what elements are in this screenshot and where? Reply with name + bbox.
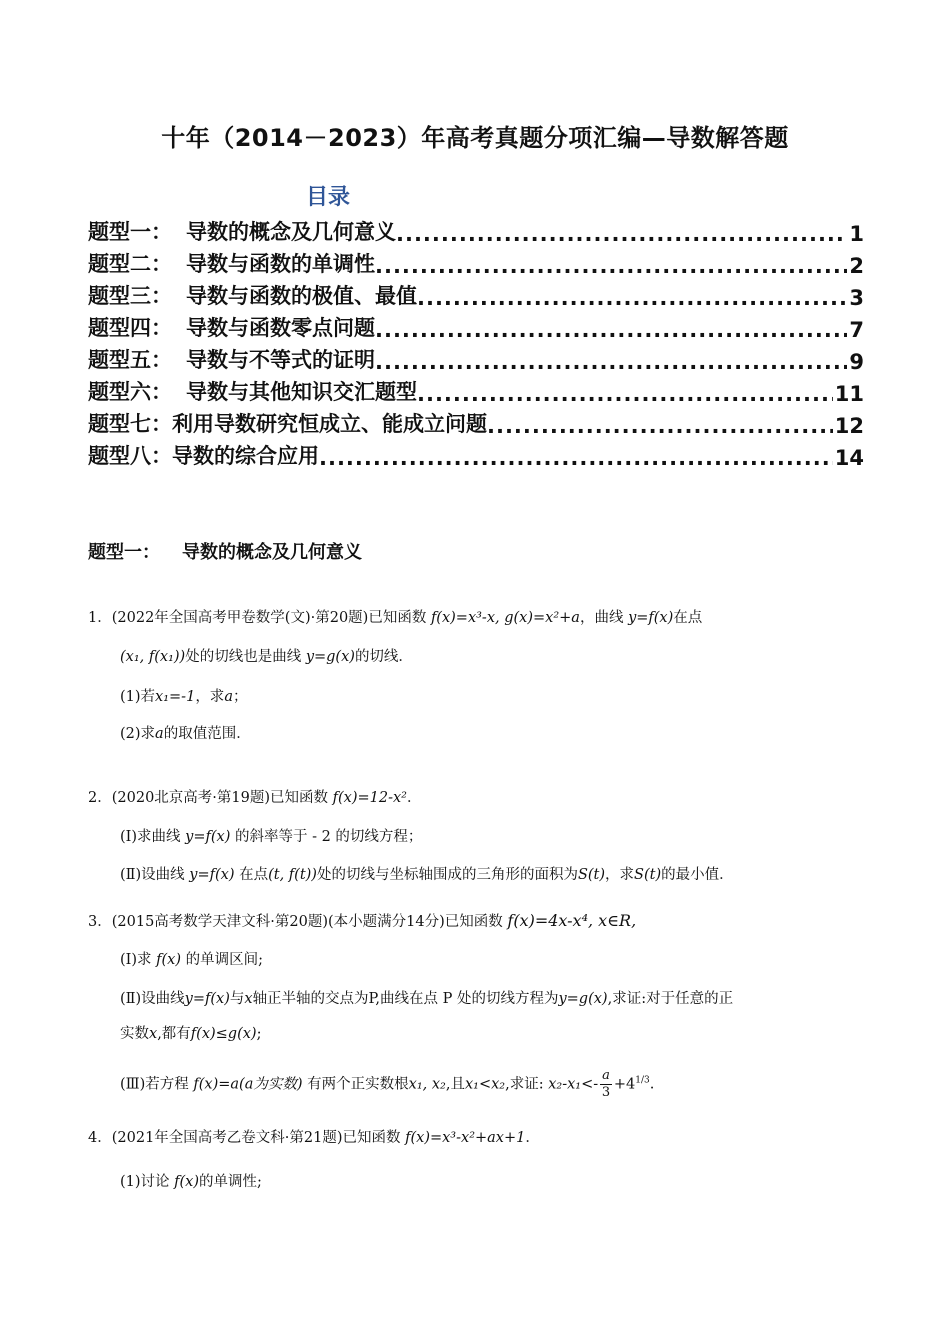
- problem-number: 2．: [88, 790, 112, 806]
- question-text: ;: [256, 1026, 262, 1042]
- math-expression: S(t): [577, 867, 606, 883]
- toc-item-label: 题型五：: [88, 348, 172, 372]
- toc-item-label: 题型二：: [88, 252, 172, 276]
- toc-item-page: 14: [834, 446, 864, 470]
- problem-source: (2020北京高考·第19题): [111, 790, 271, 806]
- math-expression: y=f(x): [184, 991, 230, 1007]
- math-expression: (t, f(t)): [268, 867, 317, 883]
- question-text: ,都有: [157, 1026, 191, 1042]
- problem-2-stem: [88, 786, 421, 807]
- question-text: ,求证:: [505, 1076, 544, 1093]
- problem-text: 处的切线也是曲线: [185, 649, 302, 665]
- toc-item[interactable]: [88, 278, 864, 310]
- toc-leader: [375, 254, 847, 278]
- problem-3-stem: [88, 910, 636, 931]
- problem-source: (2021年全国高考乙卷文科·第21题): [111, 1130, 343, 1146]
- toc-item-page: 2: [849, 254, 864, 278]
- problem-text: ．: [406, 790, 422, 806]
- toc-leader: [375, 318, 847, 342]
- toc-item[interactable]: [88, 246, 864, 278]
- toc-leader: [417, 382, 833, 406]
- question-text: .: [649, 1076, 655, 1093]
- toc-item-page: 12: [834, 414, 864, 438]
- question-text: (Ⅱ)设曲线: [120, 867, 185, 883]
- toc-leader: [417, 286, 847, 310]
- toc-item-label: 题型六：: [88, 380, 172, 404]
- problem-3-q2-cont: [120, 1022, 261, 1043]
- toc-item-page: 9: [849, 350, 864, 374]
- question-text: ，求: [605, 867, 635, 883]
- problem-text: 已知函数: [368, 610, 427, 626]
- question-text: 的斜率等于 - 2 的切线方程；: [234, 829, 423, 845]
- math-variable: x: [244, 991, 253, 1007]
- problem-1-q2: [120, 722, 251, 743]
- problem-text: ．: [525, 1130, 540, 1146]
- problem-1-q1: [120, 685, 247, 706]
- math-expression: y=f(x): [628, 610, 674, 626]
- problem-source: (2022年全国高考甲卷数学(文)·第20题): [111, 610, 369, 626]
- math-expression: y=f(x): [189, 867, 235, 883]
- toc-item-label: 题型三：: [88, 284, 172, 308]
- question-text: 与: [229, 991, 245, 1007]
- math-expression: y=f(x): [185, 829, 231, 845]
- math-expression: f(x)=12-x²: [332, 790, 407, 806]
- document-title: 十年（2014－2023）年高考真题分项汇编—导数解答题: [161, 124, 789, 152]
- problem-text: ，曲线: [579, 610, 624, 626]
- math-expression: f(x)≤g(x): [190, 1026, 257, 1042]
- toc-item[interactable]: [88, 310, 864, 342]
- math-expression: f(x)=a(a为实数): [193, 1076, 303, 1093]
- toc-item-text: 导数与其他知识交汇题型: [186, 380, 417, 404]
- math-expression: f(x): [156, 952, 182, 968]
- math-expression: y=g(x): [305, 649, 355, 665]
- problem-text: 已知函数: [270, 790, 329, 806]
- toc-item[interactable]: [88, 214, 864, 246]
- question-text: ,求证:对于任意的正: [607, 991, 734, 1007]
- problem-number: 1．: [88, 610, 112, 626]
- table-of-contents: [88, 214, 864, 470]
- toc-item-label: 题型一：: [88, 220, 172, 244]
- toc-item-text: 导数的综合应用: [172, 444, 319, 468]
- question-text: 的最小值．: [661, 867, 734, 883]
- problem-2-q2: [120, 863, 734, 884]
- problem-4-stem: [88, 1126, 540, 1147]
- question-text: ，求: [195, 689, 225, 705]
- toc-leader: [396, 222, 847, 246]
- math-expression: f(x)=x³-x²+ax+1: [405, 1130, 526, 1146]
- question-text: (1)讨论: [120, 1174, 170, 1190]
- problem-number: 3．: [88, 914, 112, 930]
- problem-text: 的切线．: [354, 649, 413, 665]
- problem-text: 已知函数: [342, 1130, 401, 1146]
- toc-item-page: 7: [849, 318, 864, 342]
- problem-text: 已知函数: [444, 914, 503, 930]
- fraction-denominator: 3: [601, 1085, 611, 1100]
- math-variable: a: [155, 726, 164, 742]
- problem-2-q1: [120, 825, 422, 846]
- question-text: 有两个正实数根: [307, 1076, 409, 1093]
- toc-item[interactable]: [88, 342, 864, 374]
- toc-item-text: 利用导数研究恒成立、能成立问题: [172, 412, 487, 436]
- section-heading: [88, 538, 362, 564]
- math-variable: x: [149, 1026, 158, 1042]
- toc-leader: [375, 350, 847, 374]
- toc-item-label: 题型四：: [88, 316, 172, 340]
- problem-3-q3: [120, 1068, 654, 1101]
- math-expression: S(t): [634, 867, 662, 883]
- math-expression: +4: [613, 1076, 636, 1093]
- toc-heading: 目录: [306, 185, 351, 210]
- problem-4-q1: [120, 1170, 262, 1191]
- problem-3-q1: [120, 948, 263, 969]
- question-text: 在点: [239, 867, 269, 883]
- toc-item-label: 题型八：: [88, 444, 172, 468]
- fraction-numerator: a: [602, 1068, 610, 1083]
- math-expression: f(x)=4x-x⁴, x∈R,: [507, 911, 637, 930]
- toc-item-text: 导数与不等式的证明: [186, 348, 375, 372]
- toc-item-text: 导数的概念及几何意义: [186, 220, 396, 244]
- toc-item-text: 导数与函数的极值、最值: [186, 284, 417, 308]
- math-expression: x₁=-1: [155, 689, 196, 705]
- toc-item-page: 1: [849, 222, 864, 246]
- math-variable: a: [224, 689, 233, 705]
- problem-1-stem: [88, 606, 702, 627]
- question-text: (1)若: [120, 689, 156, 705]
- math-expression: (x₁, f(x₁)): [120, 649, 186, 665]
- section-text: 导数的概念及几何意义: [182, 542, 362, 563]
- question-text: ；: [232, 689, 248, 705]
- toc-item[interactable]: [88, 406, 864, 438]
- question-text: (Ⅲ)若方程: [120, 1076, 189, 1093]
- toc-item-text: 导数与函数零点问题: [186, 316, 375, 340]
- math-expression: x₁, x₂: [408, 1076, 446, 1093]
- question-text: 的单调区间;: [185, 952, 264, 968]
- problem-text: 在点: [673, 610, 703, 626]
- question-text: 实数: [120, 1026, 149, 1042]
- question-text: 的取值范围．: [163, 726, 251, 742]
- question-text: 的单调性;: [199, 1174, 262, 1190]
- question-text: (Ⅰ)求: [120, 952, 152, 968]
- toc-leader: [487, 414, 833, 438]
- math-expression: x₁<x₂: [464, 1076, 506, 1093]
- toc-item-page: 3: [849, 286, 864, 310]
- math-expression: f(x): [174, 1174, 200, 1190]
- problem-number: 4．: [88, 1130, 112, 1146]
- question-text: 处的切线与坐标轴围成的三角形的面积为: [316, 867, 578, 883]
- question-text: (Ⅱ)设曲线: [120, 991, 185, 1007]
- fraction: [600, 1068, 612, 1101]
- math-expression: x₂-x₁<-: [548, 1076, 599, 1093]
- toc-item[interactable]: [88, 374, 864, 406]
- question-text: (2)求: [120, 726, 156, 742]
- toc-leader: [319, 446, 833, 470]
- question-text: ,且: [445, 1076, 465, 1093]
- math-expression: y=g(x): [558, 991, 608, 1007]
- problem-source: (2015高考数学天津文科·第20题)(本小题满分14分): [111, 914, 445, 930]
- problem-3-q2: [120, 987, 733, 1008]
- toc-item-page: 11: [834, 382, 864, 406]
- section-label: 题型一：: [88, 542, 160, 563]
- math-exponent: 1/3: [635, 1075, 650, 1086]
- question-text: (Ⅰ)求曲线: [120, 829, 181, 845]
- problem-1-stem-cont: [120, 645, 413, 666]
- math-expression: f(x)=x³-x, g(x)=x²+a: [430, 610, 580, 626]
- toc-item-text: 导数与函数的单调性: [186, 252, 375, 276]
- toc-item[interactable]: [88, 438, 864, 470]
- toc-item-label: 题型七：: [88, 412, 172, 436]
- question-text: 轴正半轴的交点为P,曲线在点 P 处的切线方程为: [252, 991, 559, 1007]
